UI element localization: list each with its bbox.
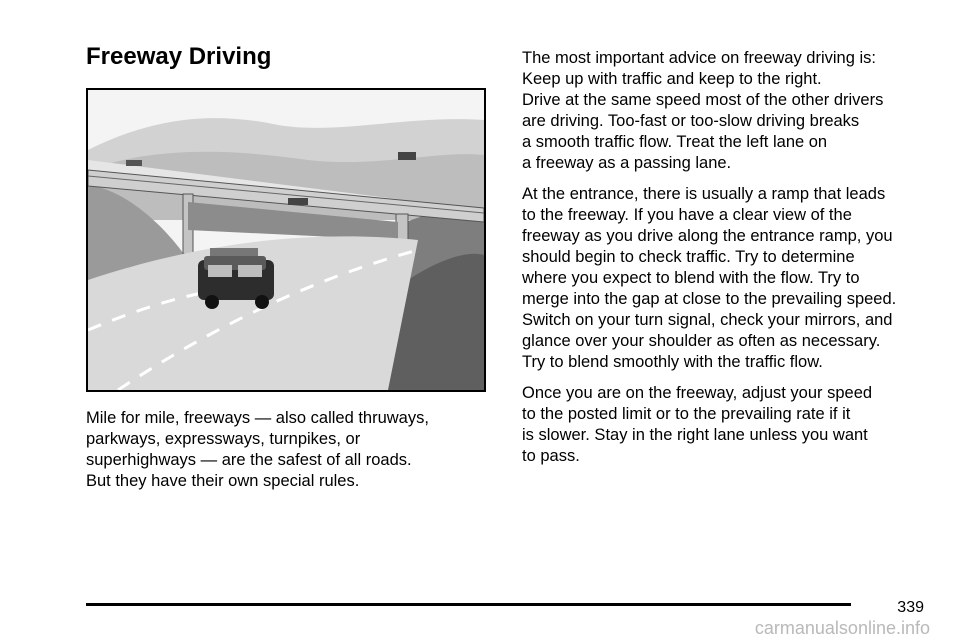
right-column (522, 48, 922, 477)
left-column (86, 408, 486, 502)
page-number: 339 (897, 599, 924, 616)
body-paragraph: At the entrance, there is usually a ramp that leads to the freeway. If you have a clear view of the freeway as you drive along the entrance ramp, you should begin to check traffic. Try to determine where you expect to blend with the flow. Try to merge into the gap at close to the prevailing speed. Switch on your turn signal, check your mirrors, and glance over your shoulder as often as necessary. Try to blend smoothly with the traffic flow. (522, 185, 897, 371)
body-paragraph: Once you are on the freeway, adjust your speed to the posted limit or to the prevailing rate if it is slower. Stay in the right lane unless you want to pass. (522, 384, 873, 465)
freeway-illustration (86, 88, 486, 392)
body-paragraph: Mile for mile, freeways — also called thruways, parkways, expressways, turnpikes, or superhighways — are the safest of all roads. But they have their own special rules. (86, 409, 429, 490)
watermark: carmanualsonline.info (754, 618, 930, 638)
freeway-illustration-drawing (88, 90, 484, 390)
body-paragraph: The most important advice on freeway driving is: Keep up with traffic and keep to the right. Drive at the same speed most of the other drivers are driving. Too-fast or too-slow driving breaks a smooth traffic flow. Treat the left lane on a freeway as a passing lane. (522, 49, 884, 172)
page-title: Freeway Driving (86, 43, 272, 70)
footer-rule (86, 603, 851, 606)
